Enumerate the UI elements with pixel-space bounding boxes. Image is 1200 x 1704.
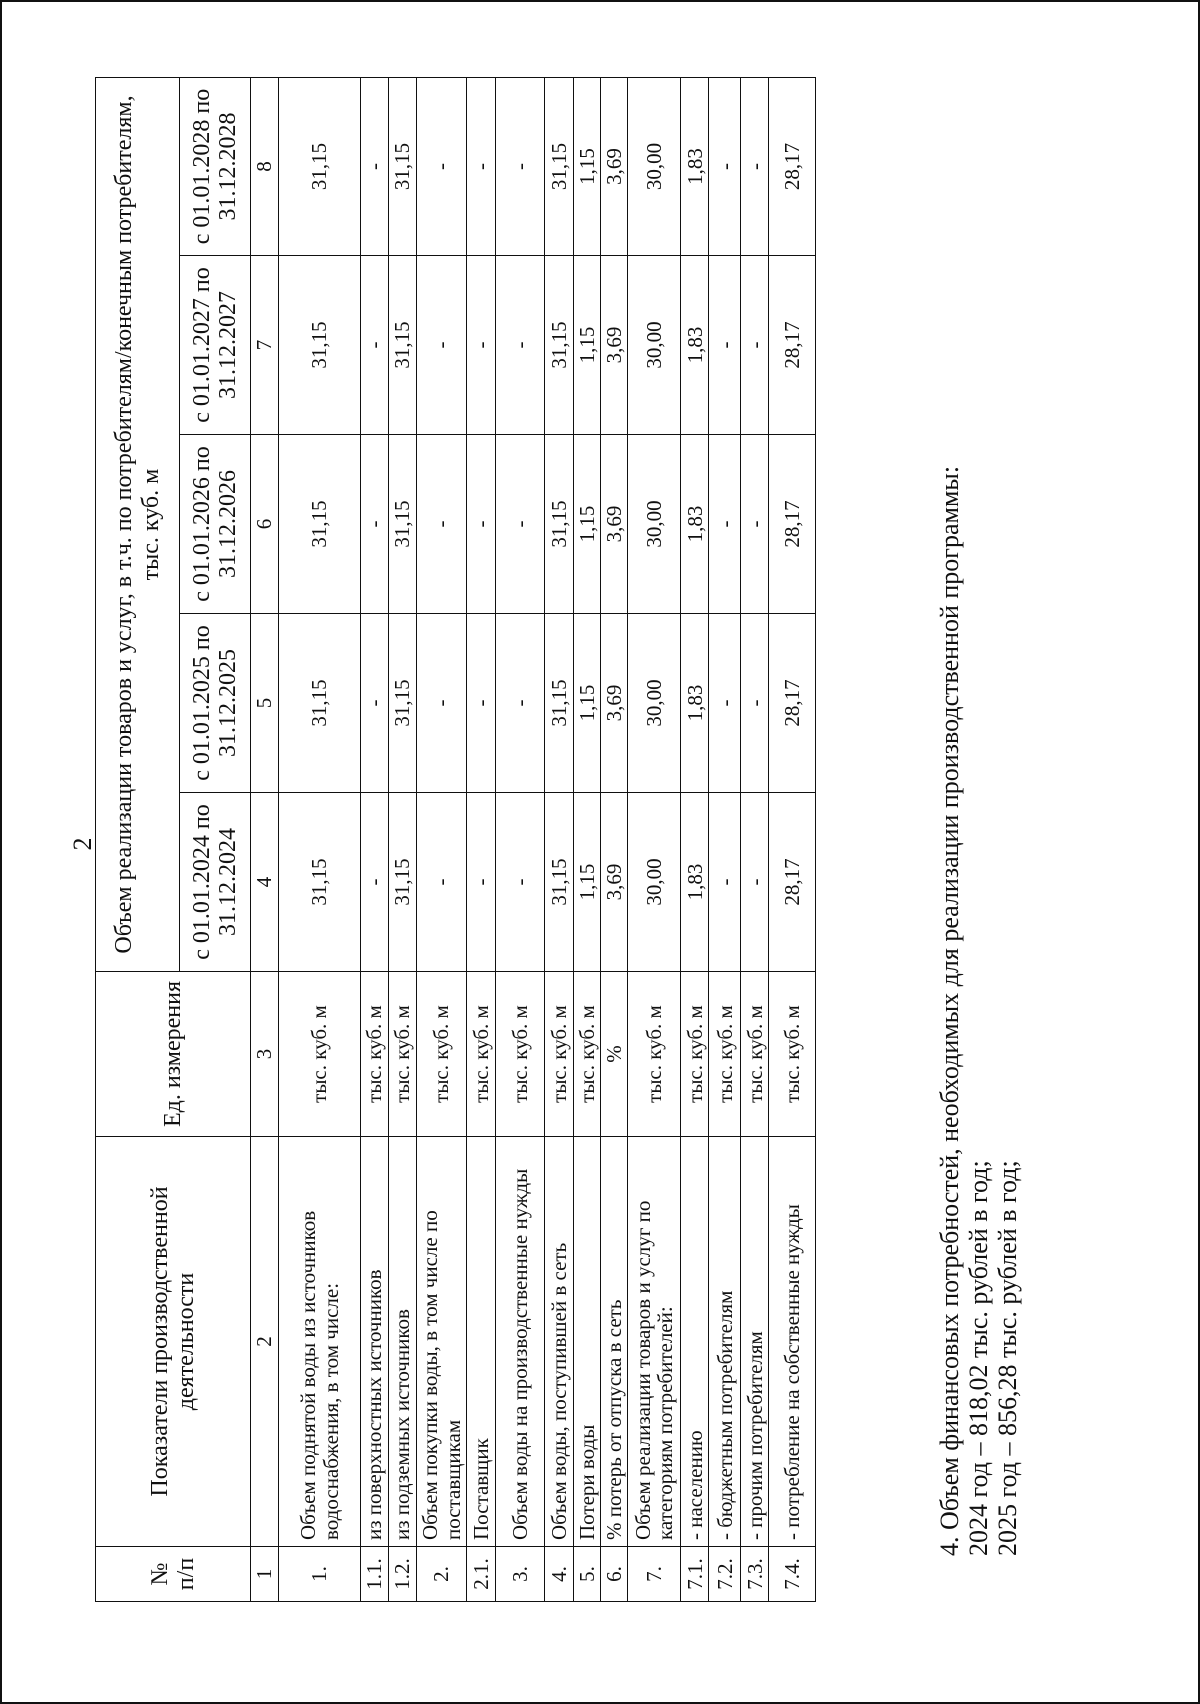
table-row [389, 78, 417, 1602]
unit-cell: тыс. куб. м [681, 972, 709, 1137]
value-cell: - [709, 256, 741, 435]
indicator-name-cell: из подземных источников [389, 1137, 417, 1547]
value-cell: - [709, 78, 741, 256]
value-cell: - [467, 793, 496, 972]
value-cell: - [417, 793, 467, 972]
header-volume-group: Объем реализации товаров и услуг, в т.ч. по потребителям/конечным потребителям, тыс. куб. м [96, 78, 180, 972]
unit-cell: тыс. куб. м [279, 972, 361, 1137]
indicator-name-cell: - населению [681, 1137, 709, 1547]
value-cell: - [417, 78, 467, 256]
value-cell: - [709, 435, 741, 614]
value-cell: 31,15 [279, 78, 361, 256]
row-number-cell: 4. [545, 1547, 574, 1602]
header-num: № п/п [96, 1547, 251, 1602]
notes-heading: 4. Объем финансовых потребностей, необходимых для реализации производственной программы: [935, 465, 964, 1556]
row-number-cell: 1. [279, 1547, 361, 1602]
unit-cell: тыс. куб. м [389, 972, 417, 1137]
value-cell: - [741, 614, 769, 793]
notes-line: 2025 год – 856,28 тыс. рублей в год; [993, 1160, 1022, 1556]
value-cell: 1,15 [574, 793, 601, 972]
table-row [361, 78, 389, 1602]
indicator-name-cell: Поставщик [467, 1137, 496, 1547]
indicator-name-cell: Объем покупки воды, в том числе по поставщикам [417, 1137, 467, 1547]
header-unit: Ед. измерения [96, 972, 251, 1137]
header-indicator: Показатели производственной деятельности [96, 1137, 251, 1547]
table-row [496, 78, 545, 1602]
row-number-cell: 2. [417, 1547, 467, 1602]
column-number: 3 [251, 972, 279, 1137]
value-cell: - [496, 793, 545, 972]
indicator-name-cell: Объем воды, поступившей в сеть [545, 1137, 574, 1547]
value-cell: - [417, 614, 467, 793]
unit-cell: тыс. куб. м [545, 972, 574, 1137]
value-cell: - [417, 256, 467, 435]
value-cell: 28,17 [769, 435, 816, 614]
table-row [574, 78, 601, 1602]
value-cell: - [741, 435, 769, 614]
value-cell: 30,00 [628, 78, 681, 256]
column-number: 8 [251, 78, 279, 256]
table-row [628, 78, 681, 1602]
indicator-name-cell: - бюджетным потребителям [709, 1137, 741, 1547]
value-cell: 1,83 [681, 793, 709, 972]
row-number-cell: 7. [628, 1547, 681, 1602]
value-cell: - [467, 256, 496, 435]
value-cell: - [361, 614, 389, 793]
value-cell: 28,17 [769, 614, 816, 793]
table-row [709, 78, 741, 1602]
row-number-cell: 7.3. [741, 1547, 769, 1602]
value-cell: 31,15 [389, 256, 417, 435]
value-cell: - [496, 78, 545, 256]
row-number-cell: 3. [496, 1547, 545, 1602]
value-cell: 31,15 [279, 614, 361, 793]
unit-cell: тыс. куб. м [769, 972, 816, 1137]
value-cell: 30,00 [628, 435, 681, 614]
row-number-cell: 7.1. [681, 1547, 709, 1602]
value-cell: 28,17 [769, 793, 816, 972]
indicator-name-cell: Объем реализации товаров и услуг по категориям потребителей: [628, 1137, 681, 1547]
value-cell: 31,15 [389, 614, 417, 793]
row-number-cell: 1.2. [389, 1547, 417, 1602]
indicator-name-cell: - прочим потребителям [741, 1137, 769, 1547]
value-cell: 3,69 [601, 256, 628, 435]
value-cell: 30,00 [628, 793, 681, 972]
value-cell: 1,83 [681, 435, 709, 614]
value-cell: 31,15 [545, 78, 574, 256]
value-cell: 28,17 [769, 78, 816, 256]
row-number-cell: 5. [574, 1547, 601, 1602]
production-indicators-table [95, 77, 816, 1602]
unit-cell: тыс. куб. м [709, 972, 741, 1137]
value-cell: 1,15 [574, 78, 601, 256]
value-cell: 1,15 [574, 256, 601, 435]
column-number: 4 [251, 793, 279, 972]
value-cell: 1,83 [681, 78, 709, 256]
value-cell: 1,15 [574, 614, 601, 793]
column-number: 1 [251, 1547, 279, 1602]
indicator-name-cell: Объем воды на производственные нужды [496, 1137, 545, 1547]
table-row [279, 78, 361, 1602]
value-cell: 3,69 [601, 78, 628, 256]
column-number: 5 [251, 614, 279, 793]
financial-needs-notes [935, 466, 1022, 1556]
row-number-cell: 2.1. [467, 1547, 496, 1602]
header-period: с 01.01.2028 по 31.12.2028 [180, 78, 251, 256]
value-cell: - [467, 435, 496, 614]
value-cell: 31,15 [279, 435, 361, 614]
unit-cell: тыс. куб. м [361, 972, 389, 1137]
table-row [769, 78, 816, 1602]
row-number-cell: 1.1. [361, 1547, 389, 1602]
value-cell: - [496, 614, 545, 793]
table-row [681, 78, 709, 1602]
column-number: 6 [251, 435, 279, 614]
value-cell: - [496, 256, 545, 435]
value-cell: - [361, 793, 389, 972]
value-cell: 30,00 [628, 614, 681, 793]
value-cell: 28,17 [769, 256, 816, 435]
header-row-1 [96, 78, 180, 1602]
value-cell: 1,83 [681, 614, 709, 793]
value-cell: - [741, 256, 769, 435]
column-number: 7 [251, 256, 279, 435]
value-cell: - [741, 78, 769, 256]
value-cell: 30,00 [628, 256, 681, 435]
indicator-name-cell: Объем поднятой воды из источников водоснабжения, в том числе: [279, 1137, 361, 1547]
value-cell: 3,69 [601, 793, 628, 972]
unit-cell: тыс. куб. м [741, 972, 769, 1137]
unit-cell: тыс. куб. м [417, 972, 467, 1137]
value-cell: - [496, 435, 545, 614]
header-period: с 01.01.2026 по 31.12.2026 [180, 435, 251, 614]
value-cell: 31,15 [545, 435, 574, 614]
value-cell: - [361, 435, 389, 614]
value-cell: 31,15 [545, 614, 574, 793]
column-number-row [251, 78, 279, 1602]
value-cell: - [417, 435, 467, 614]
value-cell: - [709, 793, 741, 972]
value-cell: 31,15 [279, 256, 361, 435]
table-row [601, 78, 628, 1602]
value-cell: 31,15 [545, 256, 574, 435]
value-cell: - [741, 793, 769, 972]
value-cell: 31,15 [389, 435, 417, 614]
unit-cell: тыс. куб. м [628, 972, 681, 1137]
value-cell: - [361, 78, 389, 256]
value-cell: 31,15 [545, 793, 574, 972]
value-cell: 1,83 [681, 256, 709, 435]
indicator-name-cell: - потребление на собственные нужды [769, 1137, 816, 1547]
value-cell: 31,15 [389, 793, 417, 972]
table-row [741, 78, 769, 1602]
value-cell: 3,69 [601, 614, 628, 793]
value-cell: - [361, 256, 389, 435]
page-number: 2 [68, 837, 97, 851]
value-cell: 1,15 [574, 435, 601, 614]
header-period: с 01.01.2025 по 31.12.2025 [180, 614, 251, 793]
indicator-name-cell: % потерь от отпуска в сеть [601, 1137, 628, 1547]
row-number-cell: 6. [601, 1547, 628, 1602]
header-period: с 01.01.2027 по 31.12.2027 [180, 256, 251, 435]
unit-cell: тыс. куб. м [496, 972, 545, 1137]
indicator-name-cell: Потери воды [574, 1137, 601, 1547]
row-number-cell: 7.2. [709, 1547, 741, 1602]
unit-cell: % [601, 972, 628, 1137]
row-number-cell: 7.4. [769, 1547, 816, 1602]
value-cell: - [467, 78, 496, 256]
value-cell: 31,15 [389, 78, 417, 256]
value-cell: 31,15 [279, 793, 361, 972]
value-cell: - [467, 614, 496, 793]
column-number: 2 [251, 1137, 279, 1547]
unit-cell: тыс. куб. м [574, 972, 601, 1137]
table-row [467, 78, 496, 1602]
table-row [417, 78, 467, 1602]
indicator-name-cell: из поверхностных источников [361, 1137, 389, 1547]
value-cell: - [709, 614, 741, 793]
notes-line: 2024 год – 818,02 тыс. рублей в год; [964, 1160, 993, 1556]
table-row [545, 78, 574, 1602]
unit-cell: тыс. куб. м [467, 972, 496, 1137]
header-period: с 01.01.2024 по 31.12.2024 [180, 793, 251, 972]
value-cell: 3,69 [601, 435, 628, 614]
